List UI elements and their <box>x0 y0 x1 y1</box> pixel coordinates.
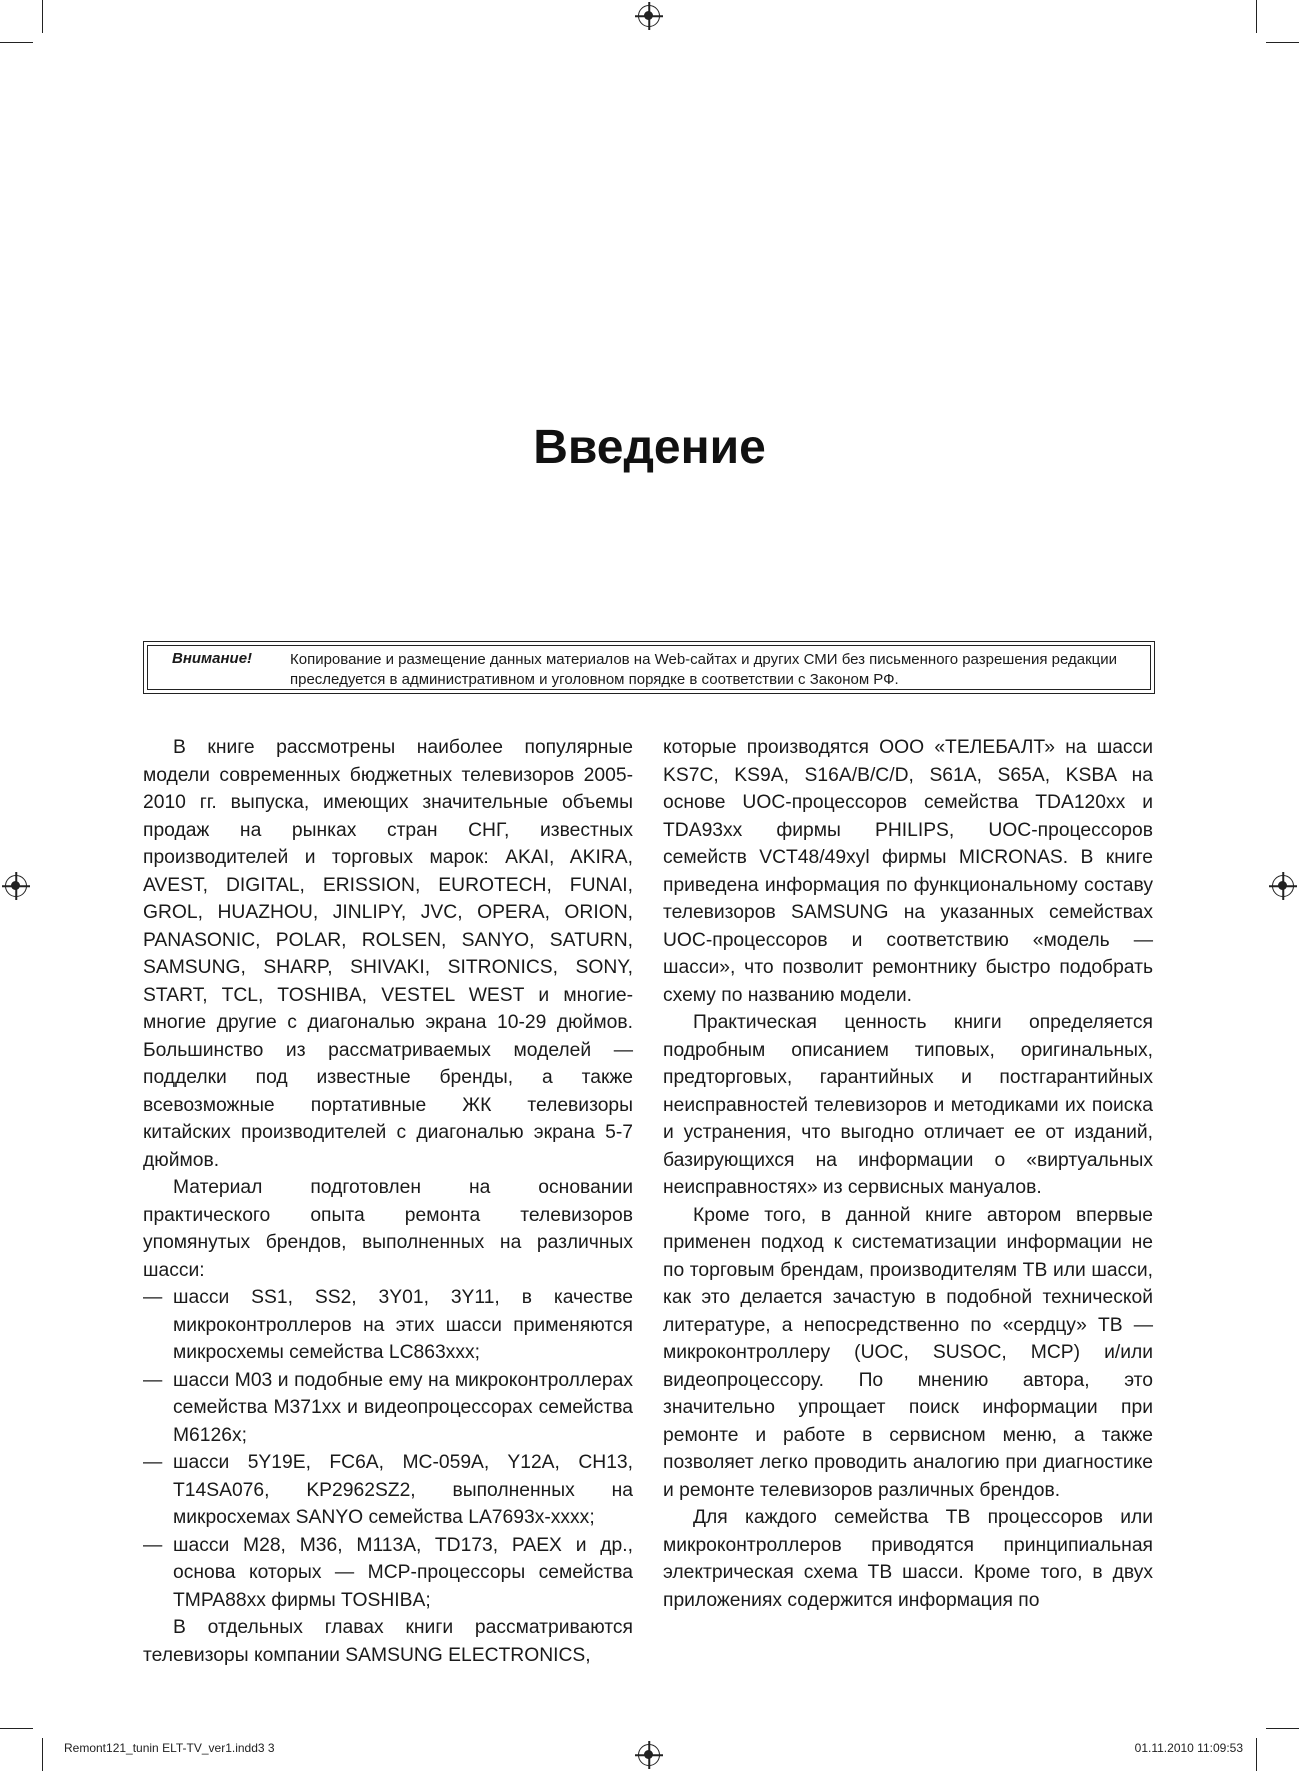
dash-marker: — <box>143 1287 163 1308</box>
paragraph: В отдельных главах книги рассматриваются телевизоры компании SAMSUNG ELECTRONICS, <box>143 1617 633 1666</box>
dash-marker: — <box>143 1534 163 1556</box>
list-item-text: шасси SS1, SS2, 3Y01, 3Y11, в качестве микроконтроллеров на этих шасси применяются микросхемы семейства LC863xxx; <box>173 1287 633 1363</box>
list-item-text: шасси 5Y19E, FC6A, MC-059A, Y12A, CH13, T14SA076, KP2962SZ2, выполненных на микросхемах SANYO семейства LA7693x-xxxx; <box>173 1452 633 1528</box>
crop-mark-top-right-vertical <box>1256 0 1257 33</box>
page-title: Введение <box>533 421 766 474</box>
footer-timestamp: 01.11.2010 11:09:53 <box>1134 1741 1243 1755</box>
crop-mark-bottom-right-vertical <box>1256 1738 1257 1771</box>
paragraph: Для каждого семейства ТВ процессоров или микроконтроллеров приводятся принципиальная электрическая схема ТВ шасси. Кроме того, в двух приложениях содержится информация по <box>663 1507 1153 1611</box>
crop-mark-top-left-horizontal <box>0 42 33 43</box>
notice-inner-frame <box>147 645 1151 690</box>
left-column <box>143 734 633 1669</box>
crop-mark-top-left-vertical <box>42 0 43 33</box>
list-item-text: шасси M03 и подобные ему на микроконтроллерах семейства M371xx и видеопроцессорах семейства M6126x; <box>173 1369 633 1446</box>
registration-mark-icon <box>5 875 27 897</box>
dash-marker: — <box>143 1452 163 1473</box>
paragraph: Практическая ценность книги определяется подробным описанием типовых, оригинальных, предторговых, гарантийных и постгарантийных неисправностей телевизоров и методиками их поиска и устранения, что выгодно отличает ее от изданий, базирующихся на информации о «виртуальных неисправностях» из сервисных мануалов. <box>663 1012 1153 1198</box>
registration-mark-icon <box>638 1744 660 1766</box>
list-item <box>143 1532 633 1615</box>
crop-mark-bottom-left-horizontal <box>0 1728 33 1729</box>
crop-mark-bottom-right-horizontal <box>1266 1728 1299 1729</box>
list-item <box>143 1284 633 1367</box>
notice-text: Копирование и размещение данных материалов на Web-сайтах и других СМИ без письменного разрешения редакции преследуется в административном и уголовном порядке в соответствии с Законом РФ. <box>290 651 1117 688</box>
paragraph: которые производятся ООО «ТЕЛЕБАЛТ» на шасси KS7C, KS9A, S16A/B/C/D, S61A, S65A, KSBA на основе UOC-процессоров семейства TDA120xx и TDA93xx фирмы PHILIPS, UOC-процессоров семейств VCT48/49xyl фирмы MICRONAS. В книге приведена информация по функциональному составу телевизоров SAMSUNG на указанных семействах UOC-процессоров и соответствию «модель — шасси», что позволит ремонтнику быстро подобрать схему по названию модели. <box>663 737 1153 1006</box>
paragraph: Кроме того, в данной книге автором впервые применен подход к систематизации информации не по торговым брендам, производителям ТВ или шасси, как это делается зачастую в подобной технической литературе, а непосредственно по «сердцу» ТВ — микроконтроллеру (UOC, SUSOC, MCP) и/или видеопроцессору. По мнению автора, это значительно упрощает поиск информации при ремонте и работе в сервисном меню, а также позволяет легко проводить аналогию при диагностике и ремонте телевизоров различных брендов. <box>663 1204 1153 1501</box>
right-column <box>663 734 1153 1614</box>
list-item-text: шасси M28, M36, M113A, TD173, PAEX и др., основа которых — MCP-процессоры семейства TMPA88xx фирмы TOSHIBA; <box>173 1534 633 1611</box>
crop-mark-top-right-horizontal <box>1266 42 1299 43</box>
list-item <box>143 1367 633 1450</box>
registration-mark-icon <box>638 5 660 27</box>
list-item <box>143 1449 633 1532</box>
dash-marker: — <box>143 1369 163 1391</box>
paragraph: Материал подготовлен на основании практического опыта ремонта телевизоров упомянутых брендов, выполненных на различных шасси: <box>143 1177 633 1281</box>
footer-filename: Remont121_tunin ELT-TV_ver1.indd3 3 <box>64 1741 275 1755</box>
copyright-notice <box>143 641 1155 694</box>
registration-mark-icon <box>1272 875 1294 897</box>
paragraph: В книге рассмотрены наиболее популярные модели современных бюджетных телевизоров 2005-2010 гг. выпуска, имеющих значительные объемы продаж на рынках стран СНГ, известных производителей и торговых марок: AKAI, AKIRA, AVEST, DIGITAL, ERISSION, EUROTECH, FUNAI, GROL, HUAZHOU, JINLIPY, JVC, OPERA, ORION, PANASONIC, POLAR, ROLSEN, SANYO, SATURN, SAMSUNG, SHARP, SHIVAKI, SITRONICS, SONY, START, TCL, TOSHIBA, VESTEL WEST и многие-многие другие с диагональю экрана 10-29 дюймов. Большинство из рассматриваемых моделей — подделки под известные бренды, а также всевозможные портативные ЖК телевизоры китайских производителей с диагональю экрана 5-7 дюймов. <box>143 737 633 1171</box>
notice-label: Внимание! <box>172 650 253 667</box>
crop-mark-bottom-left-vertical <box>42 1738 43 1771</box>
